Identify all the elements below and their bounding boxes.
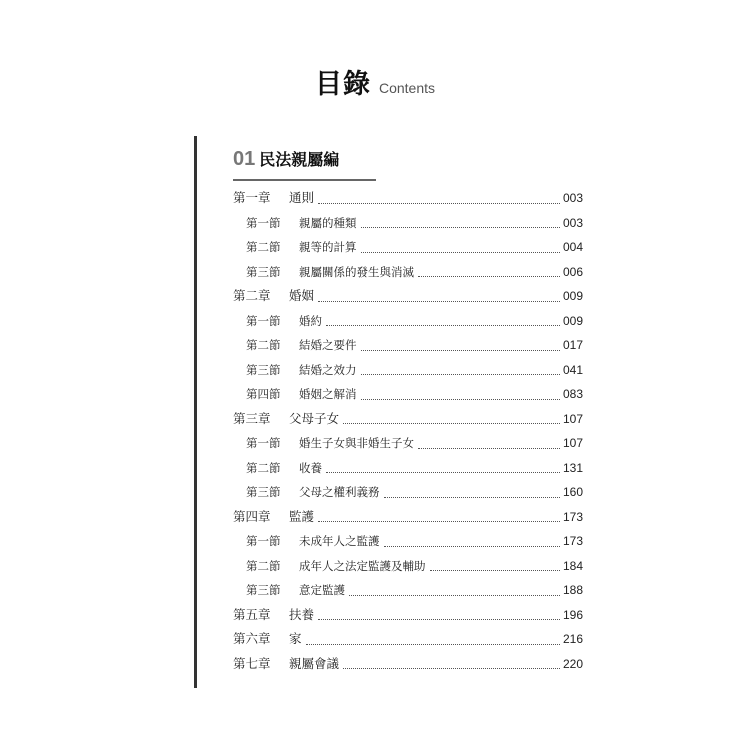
entry-page: 220 — [562, 656, 583, 671]
entry-label: 第二節 — [246, 558, 281, 573]
toc-entry-section[interactable] — [233, 480, 583, 505]
entry-label: 第一章 — [233, 190, 271, 205]
entry-page: 009 — [562, 313, 583, 328]
dot-leader — [418, 448, 560, 449]
toc-entry-section[interactable] — [233, 456, 583, 481]
entry-page: 006 — [562, 264, 583, 279]
entry-label: 第三節 — [246, 583, 281, 597]
dot-leader — [361, 350, 560, 351]
entry-label: 第七章 — [233, 655, 271, 671]
toc-entry-section[interactable] — [233, 260, 583, 285]
dot-leader — [349, 595, 560, 596]
entry-page: 107 — [562, 411, 583, 426]
dot-leader — [361, 252, 560, 253]
entry-page: 107 — [562, 436, 583, 450]
entry-name: 婚生子女與非婚生子女 — [299, 436, 414, 450]
entry-page: 173 — [562, 509, 583, 524]
entry-name: 父母子女 — [289, 410, 340, 426]
toc-entry-chapter[interactable] — [233, 407, 583, 432]
dot-leader — [318, 521, 560, 522]
title-sub: Contents — [378, 80, 436, 96]
dot-leader — [361, 227, 560, 228]
entry-name: 未成年人之監護 — [299, 534, 380, 548]
toc-entry-section[interactable] — [233, 554, 583, 579]
entry-page: 160 — [562, 485, 583, 499]
dot-leader — [306, 644, 560, 645]
entry-page: 009 — [562, 289, 583, 303]
entry-label: 第三節 — [246, 485, 281, 499]
entry-name: 結婚之效力 — [299, 362, 357, 377]
dot-leader — [343, 423, 560, 424]
entry-name: 婚姻 — [289, 288, 315, 303]
entry-page: 216 — [562, 632, 583, 646]
entry-label: 第三節 — [246, 362, 281, 377]
toc-entry-chapter[interactable] — [233, 627, 583, 652]
dot-leader — [384, 497, 560, 498]
entry-label: 第三節 — [246, 264, 281, 279]
entry-name: 婚約 — [299, 313, 322, 328]
section-title: 民法親屬編 — [259, 150, 340, 169]
toc-entry-chapter[interactable] — [233, 505, 583, 530]
entry-name: 親屬會議 — [289, 655, 340, 671]
section-heading — [233, 145, 376, 181]
entry-name: 婚姻之解消 — [299, 387, 357, 401]
dot-leader — [361, 399, 560, 400]
entry-name: 家 — [289, 631, 302, 646]
entry-label: 第四章 — [233, 508, 271, 524]
page-title — [0, 62, 750, 101]
toc-entry-section[interactable] — [233, 431, 583, 456]
vertical-rule — [194, 136, 197, 688]
toc-entry-section[interactable] — [233, 309, 583, 334]
entry-page: 003 — [562, 215, 583, 230]
section-number: 01 — [233, 148, 256, 170]
entry-name: 親屬關係的發生與消滅 — [299, 264, 414, 279]
entry-label: 第五章 — [233, 606, 271, 622]
entry-page: 004 — [562, 240, 583, 254]
entry-name: 親屬的種類 — [299, 215, 357, 230]
toc-entry-section[interactable] — [233, 211, 583, 236]
toc-entry-chapter[interactable] — [233, 186, 583, 211]
entry-label: 第二節 — [246, 240, 281, 254]
entry-label: 第二節 — [246, 460, 281, 475]
dot-leader — [326, 325, 560, 326]
dot-leader — [318, 619, 560, 620]
toc-entry-chapter[interactable] — [233, 652, 583, 677]
entry-name: 扶養 — [289, 606, 315, 622]
entry-page: 188 — [562, 583, 583, 597]
entry-label: 第三章 — [233, 410, 271, 426]
dot-leader — [343, 668, 560, 669]
entry-label: 第二節 — [246, 338, 281, 352]
toc-entry-section[interactable] — [233, 382, 583, 407]
entry-page: 184 — [562, 558, 583, 573]
entry-label: 第一節 — [246, 313, 281, 328]
dot-leader — [430, 570, 560, 571]
toc-entry-section[interactable] — [233, 235, 583, 260]
entry-label: 第四節 — [246, 387, 281, 401]
entry-label: 第一節 — [246, 534, 281, 548]
dot-leader — [318, 203, 560, 204]
entry-page: 196 — [562, 607, 583, 622]
toc-entry-section[interactable] — [233, 333, 583, 358]
dot-leader — [326, 472, 560, 473]
dot-leader — [361, 374, 560, 375]
dot-leader — [418, 276, 560, 277]
entry-page: 003 — [562, 191, 583, 205]
toc-entry-section[interactable] — [233, 529, 583, 554]
entry-name: 收養 — [299, 460, 322, 475]
entry-name: 監護 — [289, 508, 315, 524]
toc-list — [233, 186, 583, 676]
dot-leader — [384, 546, 560, 547]
entry-page: 083 — [562, 387, 583, 401]
toc-entry-section[interactable] — [233, 578, 583, 603]
entry-page: 131 — [562, 460, 583, 475]
entry-page: 041 — [562, 362, 583, 377]
entry-name: 父母之權利義務 — [299, 485, 380, 499]
entry-name: 意定監護 — [299, 583, 345, 597]
dot-leader — [318, 301, 560, 302]
entry-label: 第一節 — [246, 436, 281, 450]
toc-entry-chapter[interactable] — [233, 603, 583, 628]
entry-name: 通則 — [289, 190, 315, 205]
entry-label: 第六章 — [233, 631, 271, 646]
entry-page: 173 — [562, 534, 583, 548]
entry-page: 017 — [562, 338, 583, 352]
toc-entry-chapter[interactable] — [233, 284, 583, 309]
entry-name: 親等的計算 — [299, 240, 357, 254]
toc-entry-section[interactable] — [233, 358, 583, 383]
entry-label: 第一節 — [246, 215, 281, 230]
entry-name: 結婚之要件 — [299, 338, 357, 352]
entry-label: 第二章 — [233, 288, 271, 303]
entry-name: 成年人之法定監護及輔助 — [299, 558, 426, 573]
title-main: 目錄 — [314, 69, 371, 100]
